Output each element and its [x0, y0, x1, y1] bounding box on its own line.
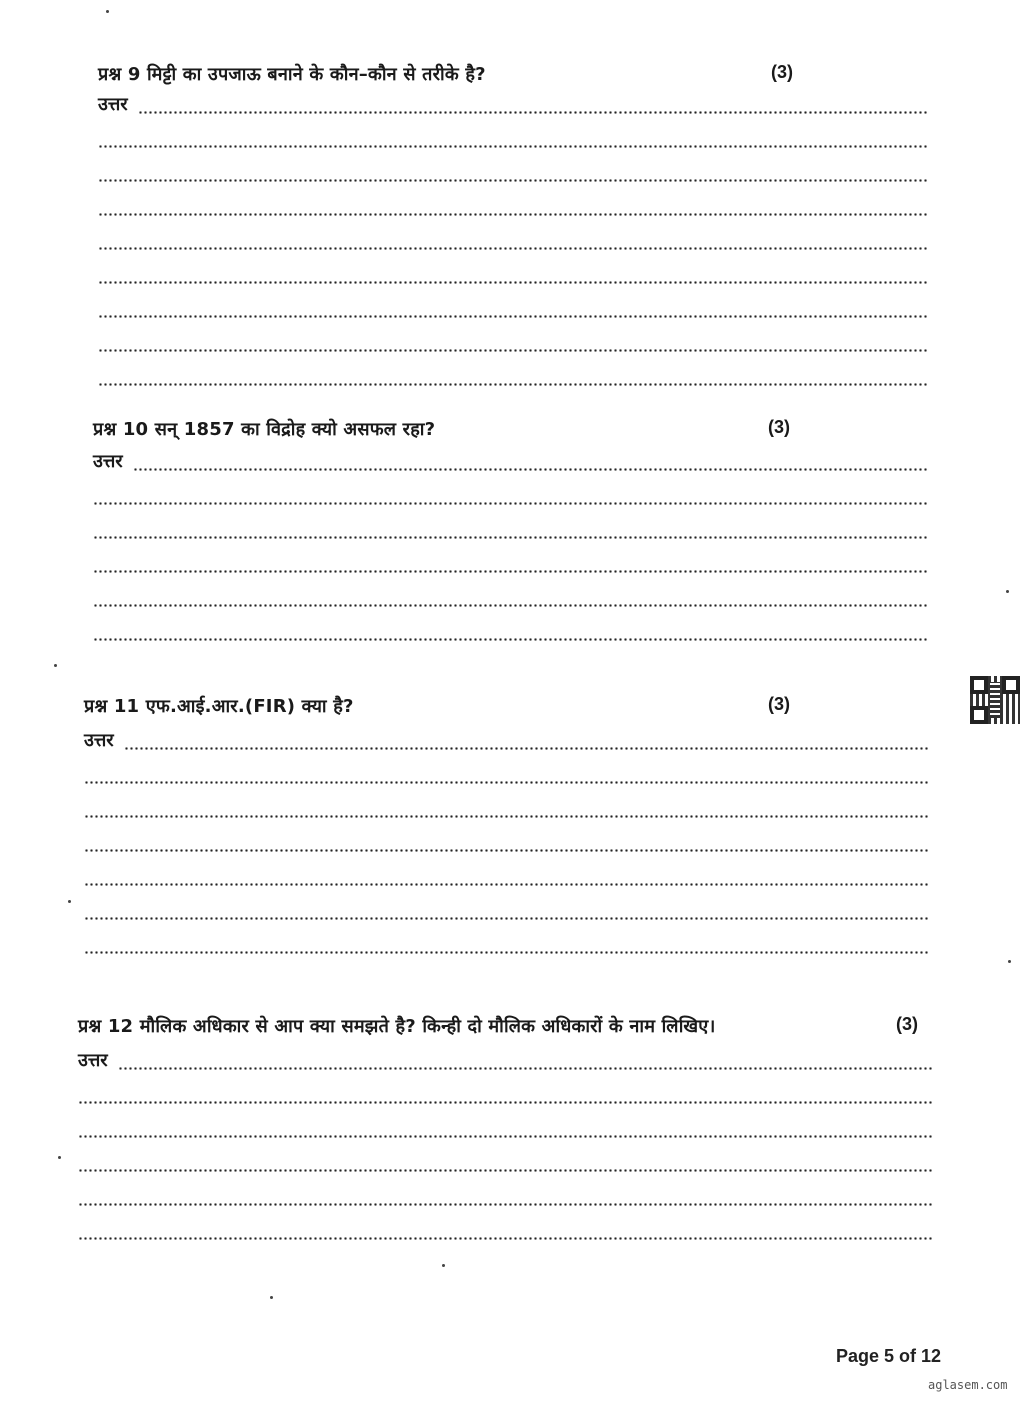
question-marks: (3)	[768, 417, 790, 437]
answer-line	[98, 120, 928, 154]
question-12	[78, 1014, 934, 1246]
question-11	[84, 694, 930, 960]
scan-speck	[54, 664, 57, 667]
answer-line	[98, 324, 928, 358]
answer-line	[98, 188, 928, 222]
answer-lines	[84, 722, 930, 960]
question-marks: (3)	[896, 1014, 918, 1034]
question-marks: (3)	[771, 62, 793, 82]
answer-line	[93, 477, 928, 511]
answer-line	[98, 290, 928, 324]
scan-speck	[1006, 590, 1009, 593]
scan-speck	[270, 1296, 273, 1299]
answer-line	[93, 613, 928, 647]
question-10	[93, 417, 928, 647]
answer-line	[78, 1110, 934, 1144]
answer-line	[84, 824, 930, 858]
answer-line	[98, 86, 928, 120]
answer-label: उत्तर	[78, 1050, 108, 1071]
answer-line	[98, 256, 928, 290]
answer-line	[98, 358, 928, 392]
answer-line	[78, 1212, 934, 1246]
question-text: प्रश्न 12 मौलिक अधिकार से आप क्या समझते है? किन्ही दो मौलिक अधिकारों के नाम लिखिए।	[78, 1016, 716, 1037]
answer-line	[93, 443, 928, 477]
site-watermark: aglasem.com	[928, 1378, 1008, 1392]
answer-line	[93, 579, 928, 613]
answer-line	[78, 1076, 934, 1110]
answer-lines	[98, 86, 928, 392]
answer-line	[78, 1042, 934, 1076]
question-9	[98, 62, 928, 392]
answer-line	[78, 1178, 934, 1212]
answer-line	[93, 545, 928, 579]
answer-label: उत्तर	[84, 730, 114, 751]
page-number: Page 5 of 12	[836, 1346, 942, 1366]
answer-line	[98, 154, 928, 188]
answer-line	[84, 722, 930, 756]
scan-speck	[68, 900, 71, 903]
question-text: प्रश्न 11 एफ.आई.आर.(FIR) क्या है?	[84, 696, 354, 717]
answer-lines	[93, 443, 928, 647]
answer-label: उत्तर	[93, 451, 123, 472]
answer-label: उत्तर	[98, 94, 128, 115]
question-header	[84, 694, 930, 724]
question-text: प्रश्न 9 मिट्टी का उपजाऊ बनाने के कौन–कौन से तरीके है?	[98, 64, 486, 85]
question-text: प्रश्न 10 सन् 1857 का विद्रोह क्यो असफल रहा?	[93, 419, 436, 440]
answer-line	[78, 1144, 934, 1178]
answer-line	[84, 790, 930, 824]
answer-line	[98, 222, 928, 256]
answer-line	[84, 892, 930, 926]
scan-speck	[58, 1156, 61, 1159]
question-marks: (3)	[768, 694, 790, 714]
question-header	[78, 1014, 934, 1044]
scan-speck	[106, 10, 109, 13]
answer-line	[84, 926, 930, 960]
scan-speck	[442, 1264, 445, 1267]
answer-line	[84, 858, 930, 892]
answer-line	[84, 756, 930, 790]
scan-speck	[1008, 960, 1011, 963]
qr-code-icon	[970, 676, 1020, 724]
answer-lines	[78, 1042, 934, 1246]
answer-line	[93, 511, 928, 545]
